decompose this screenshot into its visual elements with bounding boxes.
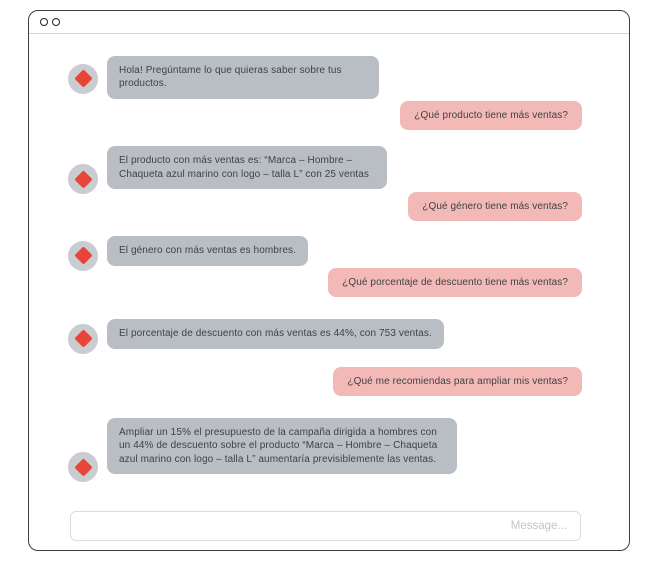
bot-avatar	[68, 452, 98, 482]
bot-message-bubble: Ampliar un 15% el presupuesto de la campaña dirigida a hombres con un 44% de descuento sobre el producto “Marca – Hombre – Chaqueta azul marino con logo – talla L” aumentaría previsiblemente las ventas.	[107, 418, 457, 474]
chat-message-list	[29, 34, 629, 511]
composer-bar	[70, 511, 581, 541]
bot-message-row	[68, 146, 582, 189]
user-message-row	[68, 101, 582, 130]
user-message-bubble: ¿Qué porcentaje de descuento tiene más ventas?	[328, 268, 582, 297]
user-message-row	[68, 268, 582, 297]
bot-avatar	[68, 241, 98, 271]
user-message-bubble: ¿Qué producto tiene más ventas?	[400, 101, 582, 130]
red-diamond-icon	[74, 458, 92, 476]
message-input[interactable]	[70, 511, 581, 541]
bot-avatar	[68, 324, 98, 354]
bot-message-bubble: El género con más ventas es hombres.	[107, 236, 308, 265]
bot-message-row	[68, 418, 582, 474]
window-titlebar	[29, 11, 629, 34]
bot-message-bubble: Hola! Pregúntame lo que quieras saber sobre tus productos.	[107, 56, 379, 99]
red-diamond-icon	[74, 170, 92, 188]
bot-message-bubble: El porcentaje de descuento con más ventas es 44%, con 753 ventas.	[107, 319, 444, 348]
bot-message-row	[68, 56, 582, 99]
bot-message-row	[68, 319, 582, 348]
red-diamond-icon	[74, 247, 92, 265]
bot-message-bubble: El producto con más ventas es: “Marca – Hombre – Chaqueta azul marino con logo – talla L” con 25 ventas	[107, 146, 387, 189]
window-control-dot-1[interactable]	[40, 18, 48, 26]
window-control-dot-2[interactable]	[52, 18, 60, 26]
bot-message-row	[68, 236, 582, 265]
red-diamond-icon	[74, 329, 92, 347]
bot-avatar	[68, 164, 98, 194]
user-message-row	[68, 192, 582, 221]
red-diamond-icon	[74, 70, 92, 88]
bot-avatar	[68, 64, 98, 94]
user-message-bubble: ¿Qué me recomiendas para ampliar mis ventas?	[333, 367, 582, 396]
user-message-row	[68, 367, 582, 396]
chat-window	[28, 10, 630, 551]
user-message-bubble: ¿Qué género tiene más ventas?	[408, 192, 582, 221]
